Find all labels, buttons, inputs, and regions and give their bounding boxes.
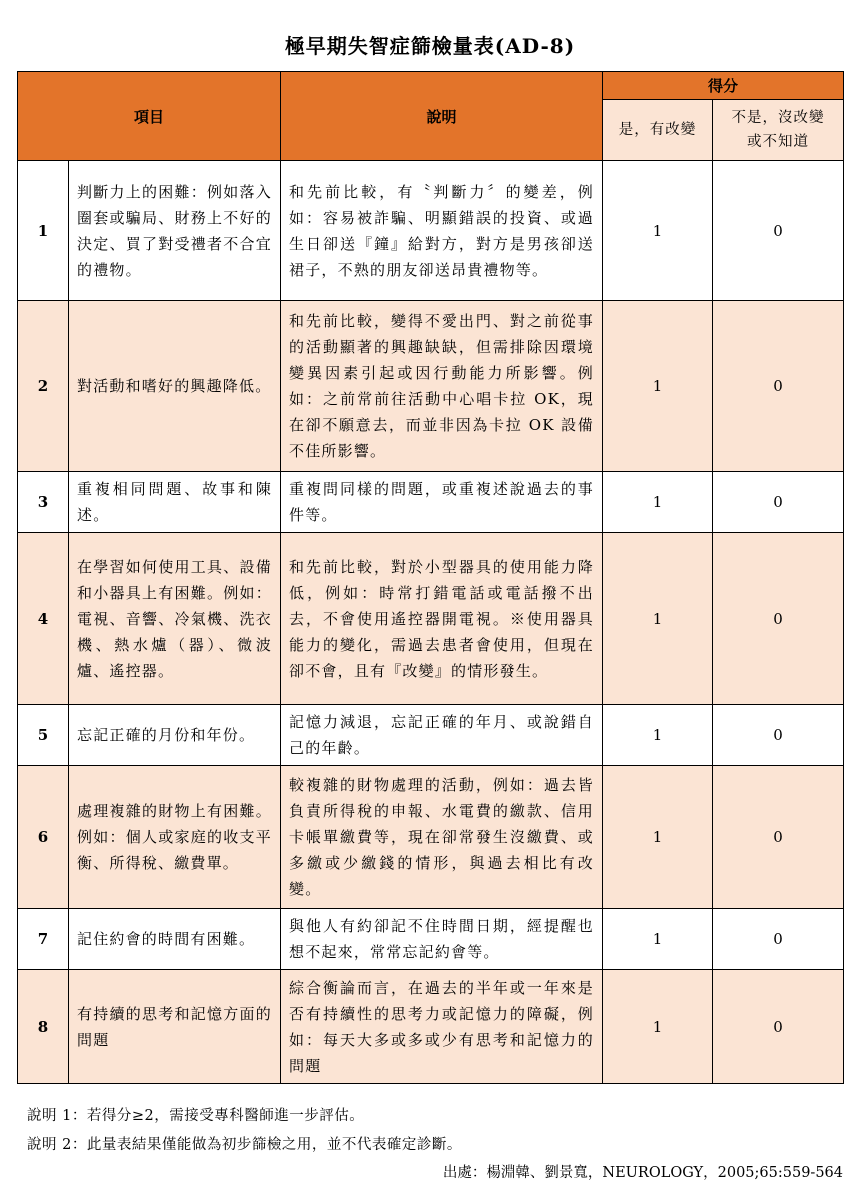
row-description: 較複雜的財物處理的活動，例如：過去皆負責所得稅的申報、水電費的繳款、信用卡帳單繳費等，現在卻常發生沒繳費、或多繳或少繳錢的情形，與過去相比有改變。 [281,766,603,909]
score-yes: 1 [603,301,713,472]
note-1: 說明 1：若得分≥2，需接受專科醫師進一步評估。 [27,1108,365,1124]
row-description: 和先前比較，對於小型器具的使用能力降低，例如：時常打錯電話或電話撥不出去，不會使用遙控器開電視。※使用器具能力的變化，需過去患者會使用，但現在卻不會，且有『改變』的情形發生。 [281,533,603,705]
row-number: 2 [18,301,69,472]
table-row [18,909,844,970]
header-score-no [713,100,844,161]
row-item: 處理複雜的財物上有困難。例如：個人或家庭的收支平衡、所得稅、繳費單。 [69,766,281,909]
table-row [18,472,844,533]
score-yes: 1 [603,909,713,970]
row-item: 在學習如何使用工具、設備和小器具上有困難。例如：電視、音響、冷氣機、洗衣機、熱水爐（器）、微波爐、遙控器。 [69,533,281,705]
row-item: 判斷力上的困難：例如落入圈套或騙局、財務上不好的決定、買了對受禮者不合宜的禮物。 [69,161,281,301]
page-title: 極早期失智症篩檢量表(AD-8) [284,34,576,58]
table-row [18,161,844,301]
table-row [18,970,844,1084]
score-no: 0 [713,705,844,766]
row-item: 有持續的思考和記憶方面的問題 [69,970,281,1084]
header-score-no-line1: 不是，沒改變 [731,110,825,126]
score-no: 0 [713,161,844,301]
source-citation: 出處：楊淵韓、劉景寬，NEUROLOGY，2005;65:559-564 [442,1165,843,1181]
row-number: 7 [18,909,69,970]
score-yes: 1 [603,766,713,909]
row-number: 4 [18,533,69,705]
score-no: 0 [713,472,844,533]
table-row [18,766,844,909]
score-no: 0 [713,301,844,472]
row-number: 3 [18,472,69,533]
row-description: 重複問同樣的問題，或重複述說過去的事件等。 [281,472,603,533]
table-row [18,301,844,472]
row-description: 和先前比較，變得不愛出門、對之前從事的活動顯著的興趣缺缺，但需排除因環境變異因素引起或因行動能力所影響。例如：之前常前往活動中心唱卡拉 OK，現在卻不願意去，而並非因為卡拉 OK 設備不佳所影響。 [281,301,603,472]
row-description: 記憶力減退，忘記正確的年月、或說錯自己的年齡。 [281,705,603,766]
ad8-table [17,71,844,1084]
row-item: 記住約會的時間有困難。 [69,909,281,970]
score-no: 0 [713,766,844,909]
row-description: 與他人有約卻記不住時間日期，經提醒也想不起來，常常忘記約會等。 [281,909,603,970]
table-row [18,533,844,705]
header-description: 說明 [281,72,603,161]
header-score-yes: 是，有改變 [603,100,713,161]
header-score: 得分 [603,72,844,100]
row-number: 1 [18,161,69,301]
score-yes: 1 [603,705,713,766]
note-2: 說明 2：此量表結果僅能做為初步篩檢之用，並不代表確定診斷。 [27,1137,462,1153]
score-no: 0 [713,533,844,705]
row-item: 對活動和嗜好的興趣降低。 [69,301,281,472]
table-row [18,705,844,766]
row-description: 和先前比較，有〝判斷力〞的變差，例如：容易被詐騙、明顯錯誤的投資、或過生日卻送『鐘』給對方，對方是男孩卻送裙子，不熟的朋友卻送昂貴禮物等。 [281,161,603,301]
row-number: 8 [18,970,69,1084]
score-no: 0 [713,970,844,1084]
header-score-no-line2: 或不知道 [747,134,810,150]
header-item: 項目 [18,72,281,161]
score-yes: 1 [603,472,713,533]
score-yes: 1 [603,533,713,705]
score-no: 0 [713,909,844,970]
row-item: 重複相同問題、故事和陳述。 [69,472,281,533]
row-number: 5 [18,705,69,766]
row-number: 6 [18,766,69,909]
row-item: 忘記正確的月份和年份。 [69,705,281,766]
score-yes: 1 [603,161,713,301]
score-yes: 1 [603,970,713,1084]
row-description: 綜合衡論而言，在過去的半年或一年來是否有持續性的思考力或記憶力的障礙，例如：每天大多或多或少有思考和記憶力的問題 [281,970,603,1084]
